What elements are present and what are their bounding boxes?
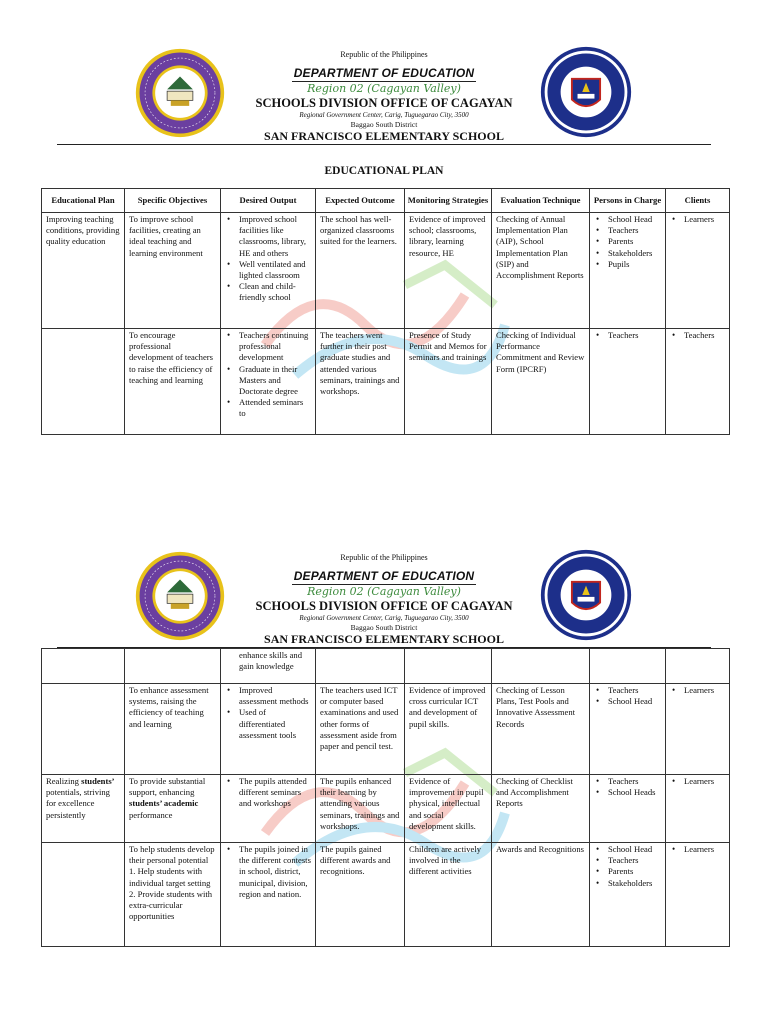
division-name: SCHOOLS DIVISION OFFICE OF CAGAYAN: [255, 96, 513, 110]
plan-cell: [42, 329, 125, 435]
deped-seal-icon: [539, 548, 633, 642]
division-address: Regional Government Center, Carig, Tuguegarao City, 3500: [299, 614, 469, 622]
list-item: • Teachers: [670, 330, 725, 341]
list-item: • Teachers: [594, 330, 661, 341]
evaluation-cell: Checking of Lesson Plans, Test Pools and Innovative Assessment Records: [492, 684, 590, 775]
persons-cell: [590, 213, 666, 329]
plan-cell: [42, 684, 125, 775]
plan-bold-text: students’: [81, 776, 115, 786]
list-item: • Teachers: [594, 685, 661, 696]
monitoring-cell: Presence of Study Permit and Memos for seminars and trainings: [405, 329, 492, 435]
republic-line: Republic of the Philippines: [340, 553, 428, 562]
output-cell: [221, 649, 316, 684]
region-name: Region 02 (Cagayan Valley): [307, 82, 461, 95]
educational-plan-table-page-2: [41, 648, 730, 947]
objective-text: To help students develop their personal potential: [129, 844, 215, 866]
list-item: • Well ventilated and lighted classroom: [225, 259, 311, 281]
monitoring-cell: Evidence of improved school; classrooms, library, learning resource, HE: [405, 213, 492, 329]
list-item: • Improved school facilities like classrooms, library, HE and others: [225, 214, 311, 259]
outcome-cell: The school has well-organized classrooms suited for the learners.: [316, 213, 405, 329]
document-title: EDUCATIONAL PLAN: [324, 165, 444, 177]
clients-cell: [666, 649, 730, 684]
monitoring-cell: Evidence of improvement in pupil physical, intellectual and social development skills.: [405, 775, 492, 843]
header-divider: [57, 144, 711, 145]
deped-seal-icon: [539, 45, 633, 139]
outcome-cell: [316, 649, 405, 684]
list-item: • Teachers: [594, 855, 661, 866]
outcome-cell: The teachers went further in their post graduate studies and attended various seminars, trainings and workshops.: [316, 329, 405, 435]
table-row: [42, 649, 730, 684]
division-address: Regional Government Center, Carig, Tuguegarao City, 3500: [299, 111, 469, 119]
table-row: [42, 775, 730, 843]
school-name: SAN FRANCISCO ELEMENTARY SCHOOL: [264, 632, 504, 646]
column-header: Clients: [666, 189, 730, 213]
objective-cell: To encourage professional development of teachers to raise the efficiency of teaching and learning: [125, 329, 221, 435]
list-item: • School Head: [594, 214, 661, 225]
page-2: [0, 543, 768, 922]
plan-text: Realizing: [46, 776, 82, 786]
output-continued-text: enhance skills and gain knowledge: [239, 650, 303, 672]
output-cell: [221, 684, 316, 775]
list-item: • The pupils attended different seminars and workshops: [225, 776, 311, 810]
list-item: • Stakeholders: [594, 878, 661, 889]
list-item: • Used of differentiated assessment tools: [225, 707, 311, 741]
outcome-cell: The teachers used ICT or computer based examinations and used other forms of assessment aside from paper and pencil test.: [316, 684, 405, 775]
persons-cell: [590, 649, 666, 684]
persons-cell: [590, 329, 666, 435]
column-header: Expected Outcome: [316, 189, 405, 213]
objective-item: 1. Help students with individual target setting: [129, 866, 211, 888]
evaluation-cell: Checking of Individual Performance Commitment and Review Form (IPCRF): [492, 329, 590, 435]
table-header-row: [42, 189, 730, 213]
list-item: • Learners: [670, 844, 725, 855]
output-cell: [221, 775, 316, 843]
column-header: Educational Plan: [42, 189, 125, 213]
objective-cell: To improve school facilities, creating an ideal teaching and learning environment: [125, 213, 221, 329]
district-name: Baggao South District: [350, 120, 418, 129]
table-row: [42, 684, 730, 775]
list-item: • Learners: [670, 776, 725, 787]
plan-cell: Improving teaching conditions, providing quality education: [42, 213, 125, 329]
clients-cell: [666, 684, 730, 775]
page-1: [0, 40, 768, 419]
clients-cell: [666, 329, 730, 435]
educational-plan-table-page-1: [41, 188, 730, 435]
plan-cell: [42, 843, 125, 947]
list-item: • Stakeholders: [594, 248, 661, 259]
letterhead: [0, 40, 768, 148]
district-name: Baggao South District: [350, 623, 418, 632]
column-header: Monitoring Strategies: [405, 189, 492, 213]
list-item: • Learners: [670, 685, 725, 696]
list-item: • Attended seminars to: [225, 397, 311, 419]
republic-line: Republic of the Philippines: [340, 50, 428, 59]
division-name: SCHOOLS DIVISION OFFICE OF CAGAYAN: [255, 599, 513, 613]
column-header: Specific Objectives: [125, 189, 221, 213]
persons-cell: [590, 684, 666, 775]
table-row: [42, 329, 730, 435]
table-row: [42, 213, 730, 329]
persons-cell: [590, 843, 666, 947]
evaluation-cell: Checking of Annual Implementation Plan (AIP), School Implementation Plan (SIP) and Accomplishment Reports: [492, 213, 590, 329]
list-item: • Improved assessment methods: [225, 685, 311, 707]
monitoring-cell: Children are actively involved in the different activities: [405, 843, 492, 947]
objective-item: 2. Provide students with extra-curricular opportunities: [129, 888, 213, 922]
clients-cell: [666, 775, 730, 843]
plan-cell: [42, 775, 125, 843]
list-item: • Teachers: [594, 776, 661, 787]
region-name: Region 02 (Cagayan Valley): [307, 585, 461, 598]
column-header: Desired Output: [221, 189, 316, 213]
list-item: • Parents: [594, 866, 661, 877]
list-item: • The pupils joined in the different contests in school, district, municipal, division, region and nation.: [225, 844, 311, 900]
letterhead: [0, 543, 768, 651]
output-cell: [221, 329, 316, 435]
list-item: • Teachers continuing professional development: [225, 330, 311, 364]
monitoring-cell: Evidence of improved cross curricular ICT and development of pupil skills.: [405, 684, 492, 775]
plan-cell: [42, 649, 125, 684]
persons-cell: [590, 775, 666, 843]
list-item: • School Head: [594, 844, 661, 855]
outcome-cell: The pupils gained different awards and recognitions.: [316, 843, 405, 947]
list-item: • Clean and child-friendly school: [225, 281, 311, 303]
objective-cell: To enhance assessment systems, raising the efficiency of teaching and learning: [125, 684, 221, 775]
clients-cell: [666, 843, 730, 947]
monitoring-cell: [405, 649, 492, 684]
list-item: • Teachers: [594, 225, 661, 236]
column-header: Evaluation Technique: [492, 189, 590, 213]
department-name: DEPARTMENT OF EDUCATION: [293, 569, 475, 583]
list-item: • Graduate in their Masters and Doctorate degree: [225, 364, 311, 398]
column-header: Persons in Charge: [590, 189, 666, 213]
objective-cell: [125, 843, 221, 947]
evaluation-cell: [492, 649, 590, 684]
school-name: SAN FRANCISCO ELEMENTARY SCHOOL: [264, 129, 504, 143]
list-item: • Parents: [594, 236, 661, 247]
plan-text: potentials, striving for excellence persistently: [46, 787, 110, 820]
objective-cell: [125, 775, 221, 843]
outcome-cell: The pupils enhanced their learning by attending various seminars, trainings and workshops.: [316, 775, 405, 843]
output-cell: [221, 213, 316, 329]
evaluation-cell: Checking of Checklist and Accomplishment Reports: [492, 775, 590, 843]
objective-bold-text: students’ academic: [129, 798, 199, 809]
department-name: DEPARTMENT OF EDUCATION: [293, 66, 475, 80]
list-item: • Learners: [670, 214, 725, 225]
objective-text: To provide substantial support, enhancing: [129, 776, 206, 798]
objective-text: performance: [129, 809, 173, 820]
output-cell: [221, 843, 316, 947]
table-row: [42, 843, 730, 947]
evaluation-cell: Awards and Recognitions: [492, 843, 590, 947]
clients-cell: [666, 213, 730, 329]
objective-cell: [125, 649, 221, 684]
list-item: • School Head: [594, 696, 661, 707]
list-item: • School Heads: [594, 787, 661, 798]
list-item: • Pupils: [594, 259, 661, 270]
